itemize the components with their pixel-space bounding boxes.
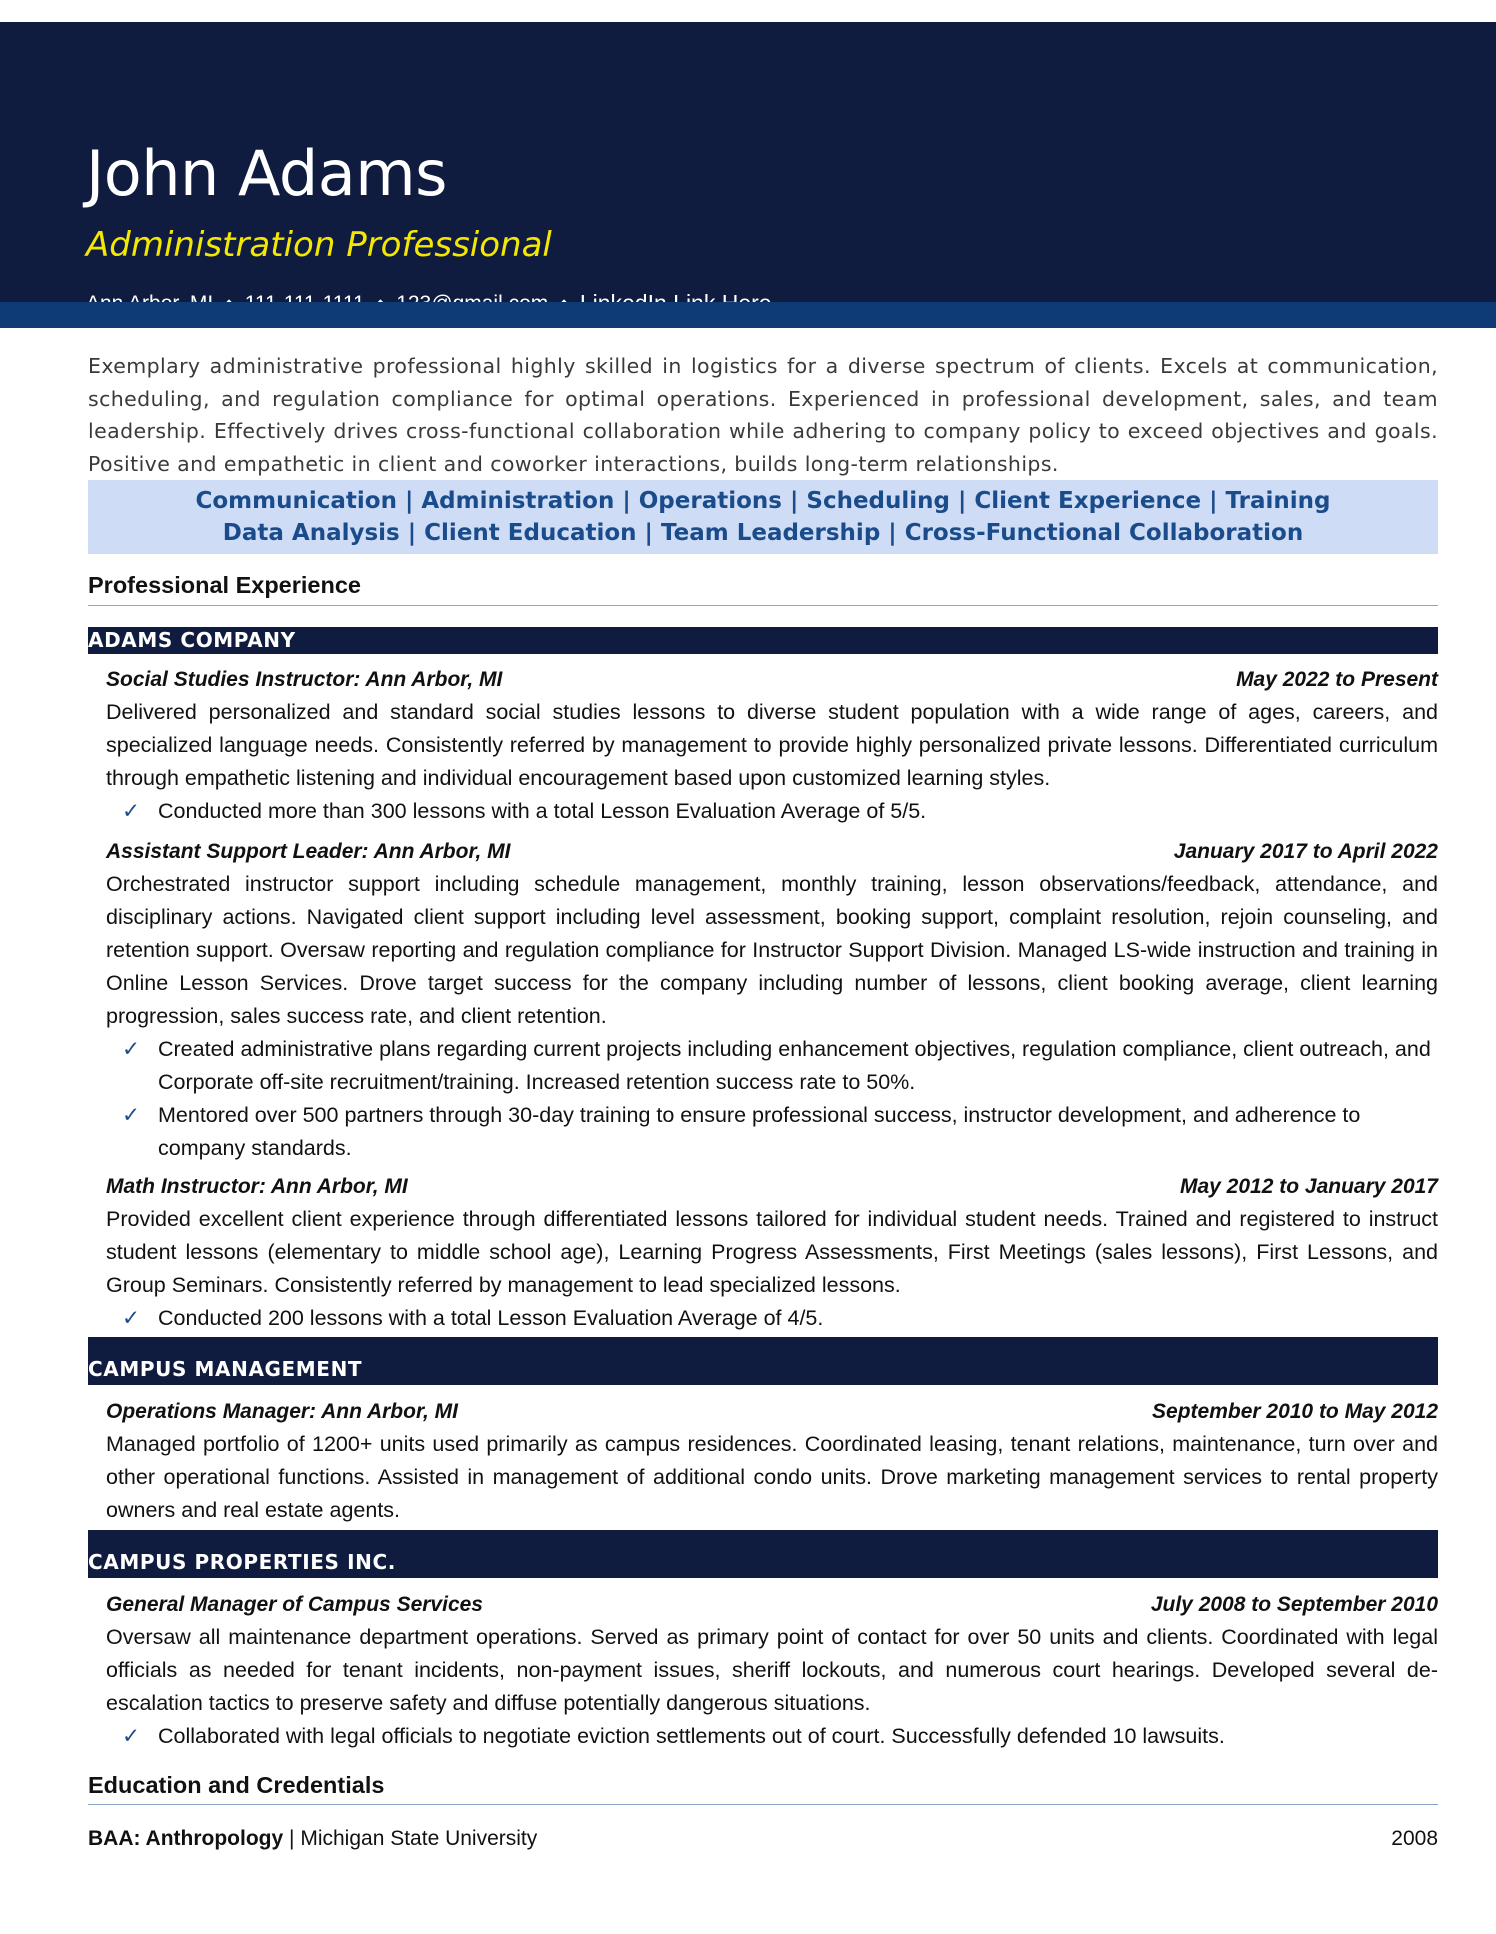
job-dates: May 2022 to Present (1236, 668, 1438, 691)
check-icon: ✓ (121, 1103, 140, 1127)
list-item: ✓ Conducted more than 300 lessons with a total Lesson Evaluation Average of 5/5. (106, 795, 1438, 828)
section-title-education: Education and Credentials (88, 1772, 385, 1798)
education-entry (88, 1827, 537, 1851)
list-item: ✓ Created administrative plans regarding current projects including enhancement objectives, regulation compliance, client outreach, and Corporate off-site recruitment/training. Increased retention success rate to 50%. (106, 1033, 1438, 1099)
separator: | (289, 1827, 295, 1850)
school: Michigan State University (300, 1827, 538, 1850)
degree: BAA: Anthropology (88, 1827, 284, 1850)
list-item: ✓ Conducted 200 lessons with a total Lesson Evaluation Average of 4/5. (106, 1302, 1438, 1335)
skills-banner (88, 480, 1438, 554)
job-title: Math Instructor: Ann Arbor, MI (106, 1175, 408, 1198)
skills-line-1: Communication | Administration | Operations | Scheduling | Client Experience | Training (195, 488, 1331, 514)
job-header (106, 840, 1438, 864)
job-dates: May 2012 to January 2017 (1180, 1175, 1438, 1198)
header-banner (0, 22, 1496, 302)
skills-line-2: Data Analysis | Client Education | Team Leadership | Cross-Functional Collaboration (222, 520, 1304, 546)
job-title: General Manager of Campus Services (106, 1593, 483, 1616)
job-title: Operations Manager: Ann Arbor, MI (106, 1400, 458, 1423)
job-header (106, 1400, 1438, 1424)
job-entry (106, 668, 1438, 828)
job-title: Assistant Support Leader: Ann Arbor, MI (106, 840, 511, 863)
graduation-year: 2008 (1391, 1827, 1438, 1850)
section-divider (88, 1804, 1438, 1805)
job-dates: July 2008 to September 2010 (1150, 1593, 1438, 1616)
check-icon: ✓ (121, 1724, 140, 1748)
job-entry (106, 1400, 1438, 1527)
job-header (106, 668, 1438, 692)
job-description: Provided excellent client experience through differentiated lessons tailored for individual student needs. Trained and registered to instruct student lessons (elementary to middle school age), Learning Progress Assessments, First Meetings (sales lessons), First Lessons, and Group Seminars. Consistently referred by management to lead specialized lessons. (106, 1207, 1438, 1297)
education-row (88, 1827, 1438, 1851)
header-accent-stripe (0, 302, 1496, 328)
company-bar: CAMPUS MANAGEMENT (88, 1337, 1438, 1385)
job-entry (106, 1593, 1438, 1753)
job-dates: January 2017 to April 2022 (1173, 840, 1438, 863)
check-icon: ✓ (121, 1306, 140, 1330)
job-description: Managed portfolio of 1200+ units used primarily as campus residences. Coordinated leasing, tenant relations, maintenance, turn over and other operational functions. Assisted in management of additional condo units. Drove marketing management services to rental property owners and real estate agents. (106, 1432, 1438, 1522)
check-icon: ✓ (121, 1037, 140, 1061)
check-icon: ✓ (121, 799, 140, 823)
job-description: Orchestrated instructor support including schedule management, monthly training, lesson observations/feedback, attendance, and disciplinary actions. Navigated client support including level assessment, booking support, complaint resolution, rejoin counseling, and retention support. Oversaw reporting and regulation compliance for Instructor Support Division. Managed LS-wide instruction and training in Online Lesson Services. Drove target success for the company including number of lessons, client booking average, client learning progression, sales success rate, and client retention. (106, 872, 1438, 1028)
company-bar: CAMPUS PROPERTIES INC. (88, 1530, 1438, 1578)
summary-paragraph: Exemplary administrative professional highly skilled in logistics for a diverse spectrum of clients. Excels at communication, scheduling, and regulation compliance for optimal operations. Experienced in professional development, sales, and team leadership. Effectively drives cross-functional collaboration while adhering to company policy to exceed objectives and goals. Positive and empathetic in client and coworker interactions, builds long-term relationships. (88, 354, 1438, 476)
job-entry (106, 1175, 1438, 1335)
section-title-experience: Professional Experience (88, 572, 361, 598)
job-description: Oversaw all maintenance department operations. Served as primary point of contact for over 50 units and clients. Coordinated with legal officials as needed for tenant incidents, non-payment issues, sheriff lockouts, and numerous court hearings. Developed several de-escalation tactics to preserve safety and diffuse potentially dangerous situations. (106, 1625, 1438, 1715)
job-header (106, 1593, 1438, 1617)
job-header (106, 1175, 1438, 1199)
candidate-title: Administration Professional (86, 225, 552, 265)
list-item: ✓ Collaborated with legal officials to negotiate eviction settlements out of court. Successfully defended 10 lawsuits. (106, 1720, 1438, 1753)
job-entry (106, 840, 1438, 1165)
job-title: Social Studies Instructor: Ann Arbor, MI (106, 668, 503, 691)
candidate-name: John Adams (86, 137, 447, 210)
company-bar: ADAMS COMPANY (88, 627, 1438, 654)
section-divider (88, 605, 1438, 606)
job-dates: September 2010 to May 2012 (1152, 1400, 1438, 1423)
list-item: ✓ Mentored over 500 partners through 30-day training to ensure professional success, instructor development, and adherence to company standards. (106, 1099, 1438, 1165)
job-description: Delivered personalized and standard social studies lessons to diverse student population with a wide range of ages, careers, and specialized language needs. Consistently referred by management to provide highly personalized private lessons. Differentiated curriculum through empathetic listening and individual encouragement based upon customized learning styles. (106, 700, 1438, 790)
